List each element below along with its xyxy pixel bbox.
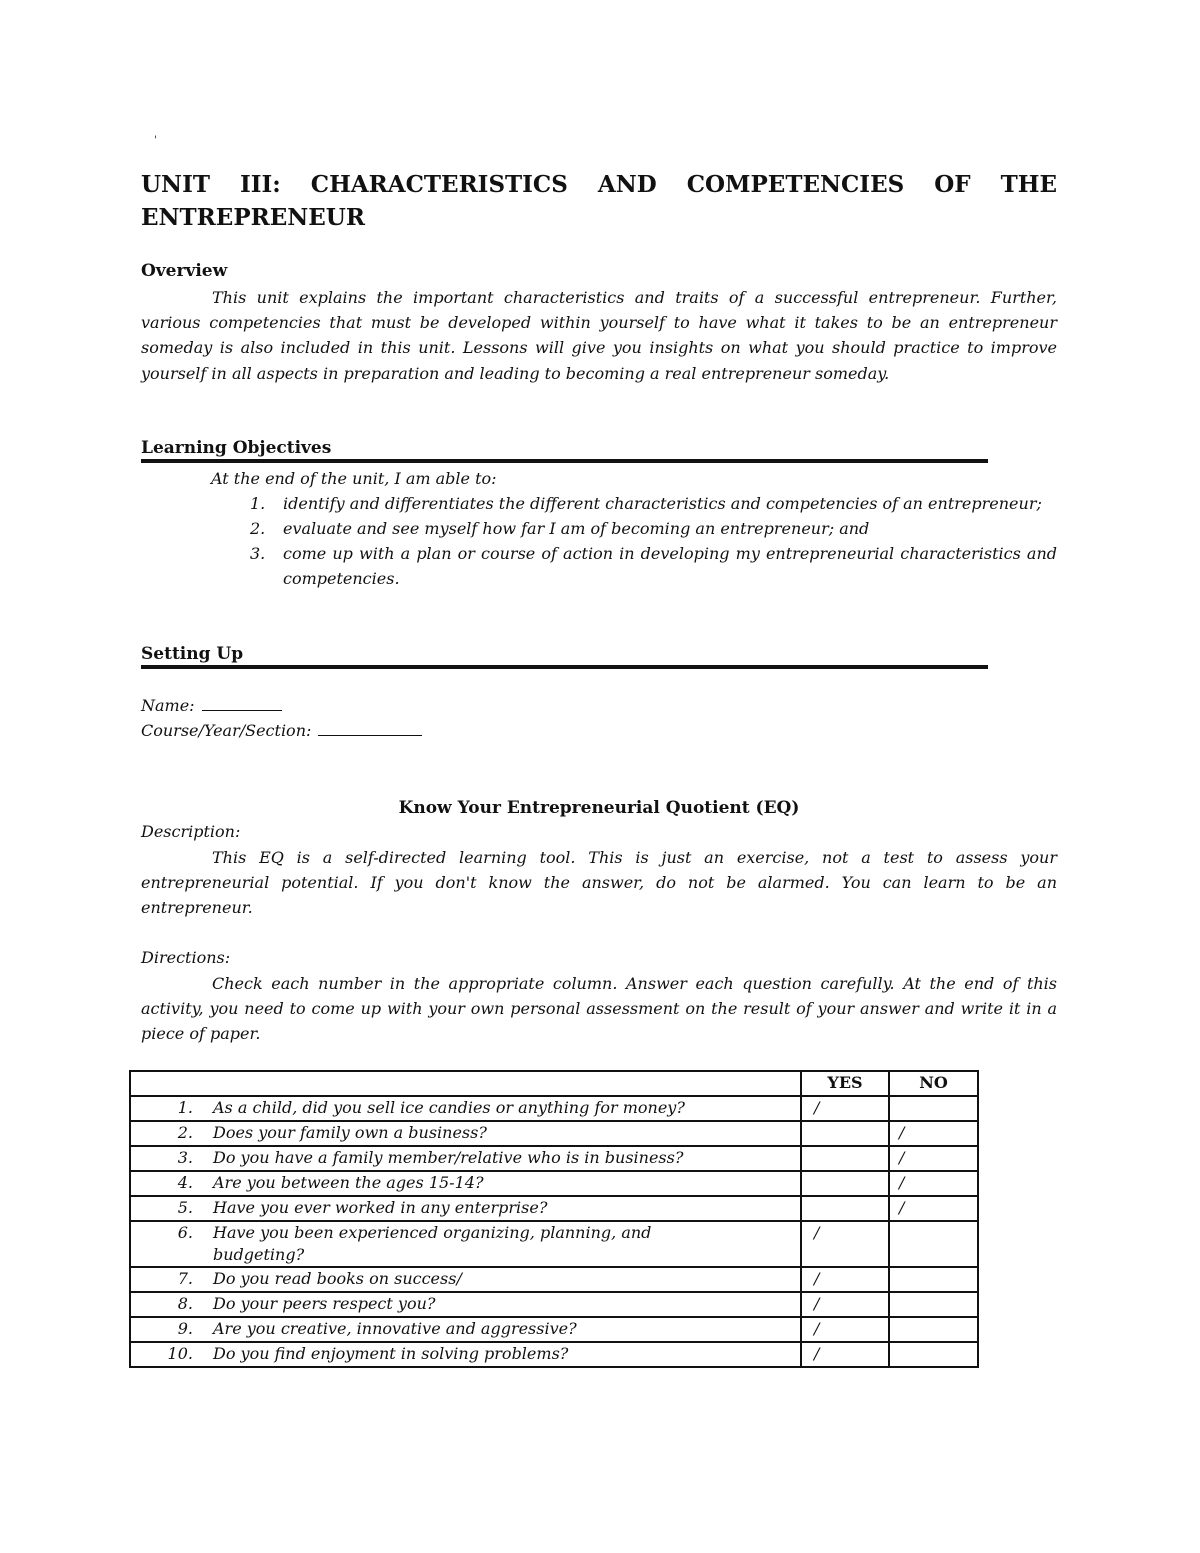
header-yes: YES xyxy=(801,1071,889,1096)
yes-cell[interactable]: / xyxy=(801,1292,889,1317)
table-row xyxy=(130,1096,978,1121)
name-blank[interactable] xyxy=(202,694,282,711)
no-cell[interactable] xyxy=(889,1096,978,1121)
objective-text: evaluate and see myself how far I am of becoming an entrepreneur; and xyxy=(283,519,870,538)
question-text: Do you read books on success/ xyxy=(213,1269,462,1288)
table-row xyxy=(130,1342,978,1367)
question-text: Do you have a family member/relative who is in business? xyxy=(213,1148,684,1167)
header-question xyxy=(130,1071,801,1096)
setting-up-heading: Setting Up xyxy=(141,644,244,664)
name-label: Name: xyxy=(141,696,195,715)
no-cell[interactable] xyxy=(889,1342,978,1367)
objective-item xyxy=(250,541,1057,591)
yes-cell[interactable]: / xyxy=(801,1096,889,1121)
question-text: As a child, did you sell ice candies or anything for money? xyxy=(213,1098,685,1117)
description-label: Description: xyxy=(141,822,241,841)
objective-text: identify and differentiates the different characteristics and competencies of an entrepreneur; xyxy=(283,494,1042,513)
question-cell xyxy=(130,1096,801,1121)
question-cell xyxy=(130,1171,801,1196)
question-cell xyxy=(130,1292,801,1317)
eq-table xyxy=(129,1070,979,1368)
question-cell xyxy=(130,1317,801,1342)
question-text: Have you ever worked in any enterprise? xyxy=(213,1198,548,1217)
no-cell[interactable] xyxy=(889,1292,978,1317)
question-cell xyxy=(130,1221,801,1267)
yes-cell[interactable] xyxy=(801,1171,889,1196)
yes-cell[interactable] xyxy=(801,1146,889,1171)
corner-mark: ' xyxy=(154,135,157,146)
question-text: Do you find enjoyment in solving problems? xyxy=(213,1344,569,1363)
question-text: Do your peers respect you? xyxy=(213,1294,436,1313)
question-number: 1. xyxy=(177,1098,193,1117)
table-row xyxy=(130,1121,978,1146)
objectives-intro: At the end of the unit, I am able to: xyxy=(211,469,497,488)
question-number: 8. xyxy=(177,1294,193,1313)
no-cell[interactable] xyxy=(889,1317,978,1342)
yes-cell[interactable]: / xyxy=(801,1317,889,1342)
question-number: 5. xyxy=(177,1198,193,1217)
name-field[interactable] xyxy=(141,694,282,718)
question-cell xyxy=(130,1196,801,1221)
objective-item xyxy=(250,516,1057,541)
question-text: Does your family own a business? xyxy=(213,1123,487,1142)
yes-cell[interactable]: / xyxy=(801,1267,889,1292)
question-number: 4. xyxy=(177,1173,193,1192)
no-cell[interactable] xyxy=(889,1267,978,1292)
directions-text: Check each number in the appropriate column. Answer each question carefully. At the end of this activity, you need to come up with your own personal assessment on the result of your answer and write it in a piece of paper. xyxy=(141,974,1057,1044)
no-cell[interactable]: / xyxy=(889,1196,978,1221)
objective-text: come up with a plan or course of action in developing my entrepreneurial characteristics and competencies. xyxy=(283,544,1057,588)
yes-cell[interactable]: / xyxy=(801,1342,889,1367)
eq-title: Know Your Entrepreneurial Quotient (EQ) xyxy=(398,798,800,818)
objectives-rule xyxy=(141,459,988,463)
question-number: 10. xyxy=(167,1344,193,1363)
no-cell[interactable]: / xyxy=(889,1146,978,1171)
table-row xyxy=(130,1146,978,1171)
question-cell xyxy=(130,1267,801,1292)
objectives-list xyxy=(250,491,1057,591)
course-field[interactable] xyxy=(141,719,422,743)
table-header-row xyxy=(130,1071,978,1096)
objectives-heading: Learning Objectives xyxy=(141,438,332,458)
question-number: 3. xyxy=(177,1148,193,1167)
table-row xyxy=(130,1221,978,1267)
no-cell[interactable]: / xyxy=(889,1171,978,1196)
table-row xyxy=(130,1171,978,1196)
question-text: Are you creative, innovative and aggressive? xyxy=(213,1319,577,1338)
question-cell xyxy=(130,1342,801,1367)
objective-number: 1. xyxy=(250,494,266,513)
unit-title: UNIT III: CHARACTERISTICS AND COMPETENCIES OF THE ENTREPRENEUR xyxy=(141,171,1057,231)
question-text: Have you been experienced organizing, planning, and budgeting? xyxy=(213,1223,652,1264)
no-cell[interactable] xyxy=(889,1221,978,1267)
directions-label: Directions: xyxy=(141,948,231,967)
question-cell xyxy=(130,1146,801,1171)
table-row xyxy=(130,1196,978,1221)
question-number: 7. xyxy=(177,1269,193,1288)
objective-number: 2. xyxy=(250,519,266,538)
description-text: This EQ is a self-directed learning tool. This is just an exercise, not a test to assess your entrepreneurial potential. If you don't know the answer, do not be alarmed. You can learn to be an entrepreneur. xyxy=(141,848,1057,918)
overview-heading: Overview xyxy=(141,261,228,281)
header-no: NO xyxy=(889,1071,978,1096)
table-row xyxy=(130,1292,978,1317)
course-blank[interactable] xyxy=(318,719,422,736)
table-row xyxy=(130,1267,978,1292)
question-number: 9. xyxy=(177,1319,193,1338)
question-number: 6. xyxy=(177,1223,193,1242)
table-row xyxy=(130,1317,978,1342)
yes-cell[interactable]: / xyxy=(801,1221,889,1267)
question-number: 2. xyxy=(177,1123,193,1142)
setting-up-rule xyxy=(141,665,988,669)
yes-cell[interactable] xyxy=(801,1121,889,1146)
no-cell[interactable]: / xyxy=(889,1121,978,1146)
question-text: Are you between the ages 15-14? xyxy=(213,1173,484,1192)
objective-item xyxy=(250,491,1057,516)
objective-number: 3. xyxy=(250,544,266,563)
course-label: Course/Year/Section: xyxy=(141,721,312,740)
question-cell xyxy=(130,1121,801,1146)
overview-text: This unit explains the important characteristics and traits of a successful entrepreneur. Further, various competencies that must be developed within yourself to have what it takes to be an entrepreneur someday is also included in this unit. Lessons will give you insights on what you should practice to improve yourself in all aspects in preparation and leading to becoming a real entrepreneur someday. xyxy=(141,288,1057,383)
yes-cell[interactable] xyxy=(801,1196,889,1221)
